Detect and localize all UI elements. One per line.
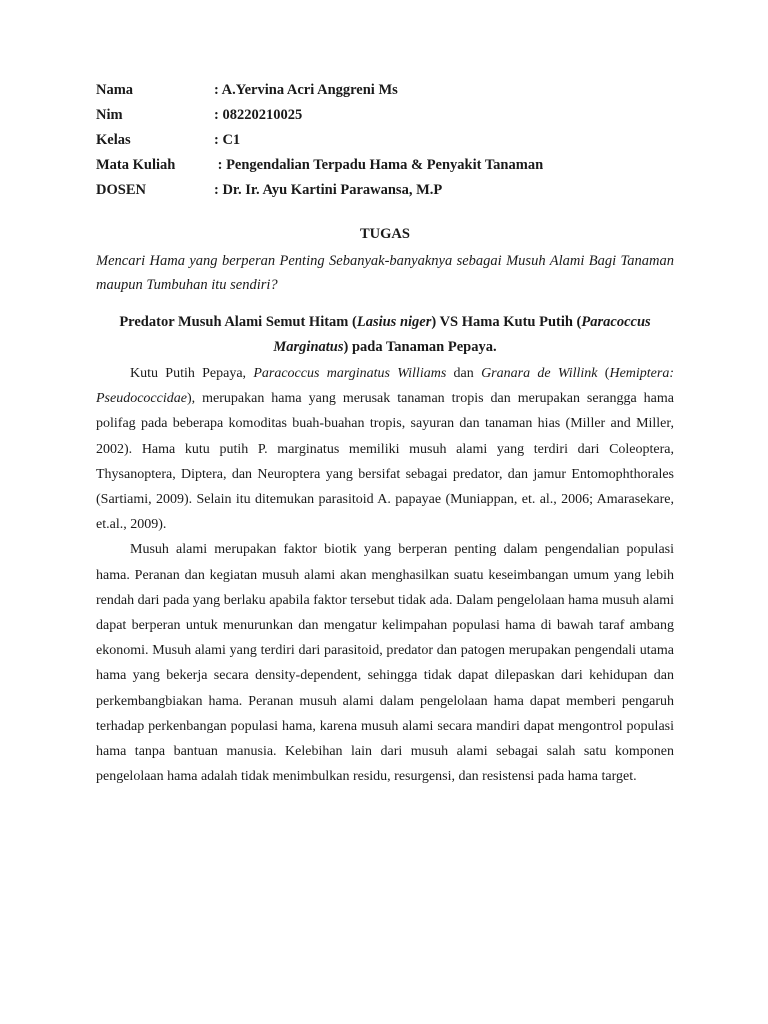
info-value: : A.Yervina Acri Anggreni Ms <box>214 82 398 98</box>
paragraph-text: ), merupakan hama yang merusak tanaman tropis dan merupakan serangga hama polifag pada beberapa komoditas buah-buahan tropis, sayuran dan tanaman hias (Miller and Miller, 2002). Hama kutu putih P. marginatus memiliki musuh alami yang terdiri dari Coleoptera, Thysanoptera, Diptera, dan Neuroptera yang bersifat sebagai predator, dan jamur Entomophthorales (Sartiami, 2009). Selain itu ditemukan parasitoid A. papayae (Muniappan, et. al., 2006; Amarasekare, et.al., 2009). <box>96 391 674 533</box>
info-row-nama <box>96 78 674 103</box>
info-label: Kelas <box>96 132 131 148</box>
species-name: Paracoccus marginatus Williams <box>253 366 447 381</box>
task-title: TUGAS <box>360 226 410 242</box>
info-row-dosen <box>96 178 674 203</box>
paragraph-text: Kutu Putih Pepaya, <box>130 366 254 381</box>
paragraph-text: ( <box>597 366 610 381</box>
info-label: Nim <box>96 107 123 123</box>
info-row-nim <box>96 103 674 128</box>
student-info-block <box>96 78 674 203</box>
taxonomy-name: Hemiptera: Pseudococcidae <box>96 366 675 407</box>
info-value: : 08220210025 <box>214 107 303 123</box>
section-title-text: ) pada Tanaman Pepaya. <box>343 339 497 355</box>
info-row-mata-kuliah <box>96 153 674 178</box>
info-value: : Dr. Ir. Ayu Kartini Parawansa, M.P <box>214 182 443 198</box>
document-page <box>96 78 674 789</box>
info-label: DOSEN <box>96 182 146 198</box>
section-title-text: Predator Musuh Alami Semut Hitam ( <box>119 314 357 330</box>
section-title <box>96 310 674 360</box>
section-title-species: Lasius niger <box>356 314 432 330</box>
section-title-species: Paracoccus Marginatus <box>273 314 651 355</box>
body-paragraph-1 <box>96 361 674 537</box>
task-description: Mencari Hama yang berperan Penting Sebanyak-banyaknya sebagai Musuh Alami Bagi Tanaman maupun Tumbuhan itu sendiri? <box>96 253 674 293</box>
info-value: : C1 <box>214 132 241 148</box>
info-label: Nama <box>96 82 134 98</box>
paragraph-text: dan <box>446 366 482 381</box>
species-name: Granara de Willink <box>481 366 598 381</box>
info-value: : Pengendalian Terpadu Hama & Penyakit Tanaman <box>214 157 544 173</box>
body-paragraph-2: Musuh alami merupakan faktor biotik yang berperan penting dalam pengendalian populasi hama. Peranan dan kegiatan musuh alami akan menghasilkan suatu keseimbangan umum yang lebih rendah dari pada yang berlaku apabila faktor tersebut tidak ada. Dalam pengelolaan hama musuh alami dapat berperan untuk menurunkan dan mengatur kelimpahan populasi hama di bawah taraf ambang ekonomi. Musuh alami yang terdiri dari parasitoid, predator dan patogen merupakan pengendali utama hama yang bekerja secara density-dependent, sehingga tidak dapat dilepaskan dari kehidupan dan perkembangbiakan hama. Peranan musuh alami dalam pengelolaan hama dapat memberi pengaruh terhadap perkenbangan populasi hama, karena musuh alami secara mandiri dapat mengontrol populasi hama tanpa bantuan manusia. Kelebihan lain dari musuh alami sebagai salah satu komponen pengelolaan hama adalah tidak menimbulkan residu, resurgensi, dan resistensi pada hama target. <box>96 542 674 785</box>
info-label: Mata Kuliah <box>96 157 176 173</box>
info-row-kelas <box>96 128 674 153</box>
section-title-text: ) VS Hama Kutu Putih ( <box>431 314 582 330</box>
